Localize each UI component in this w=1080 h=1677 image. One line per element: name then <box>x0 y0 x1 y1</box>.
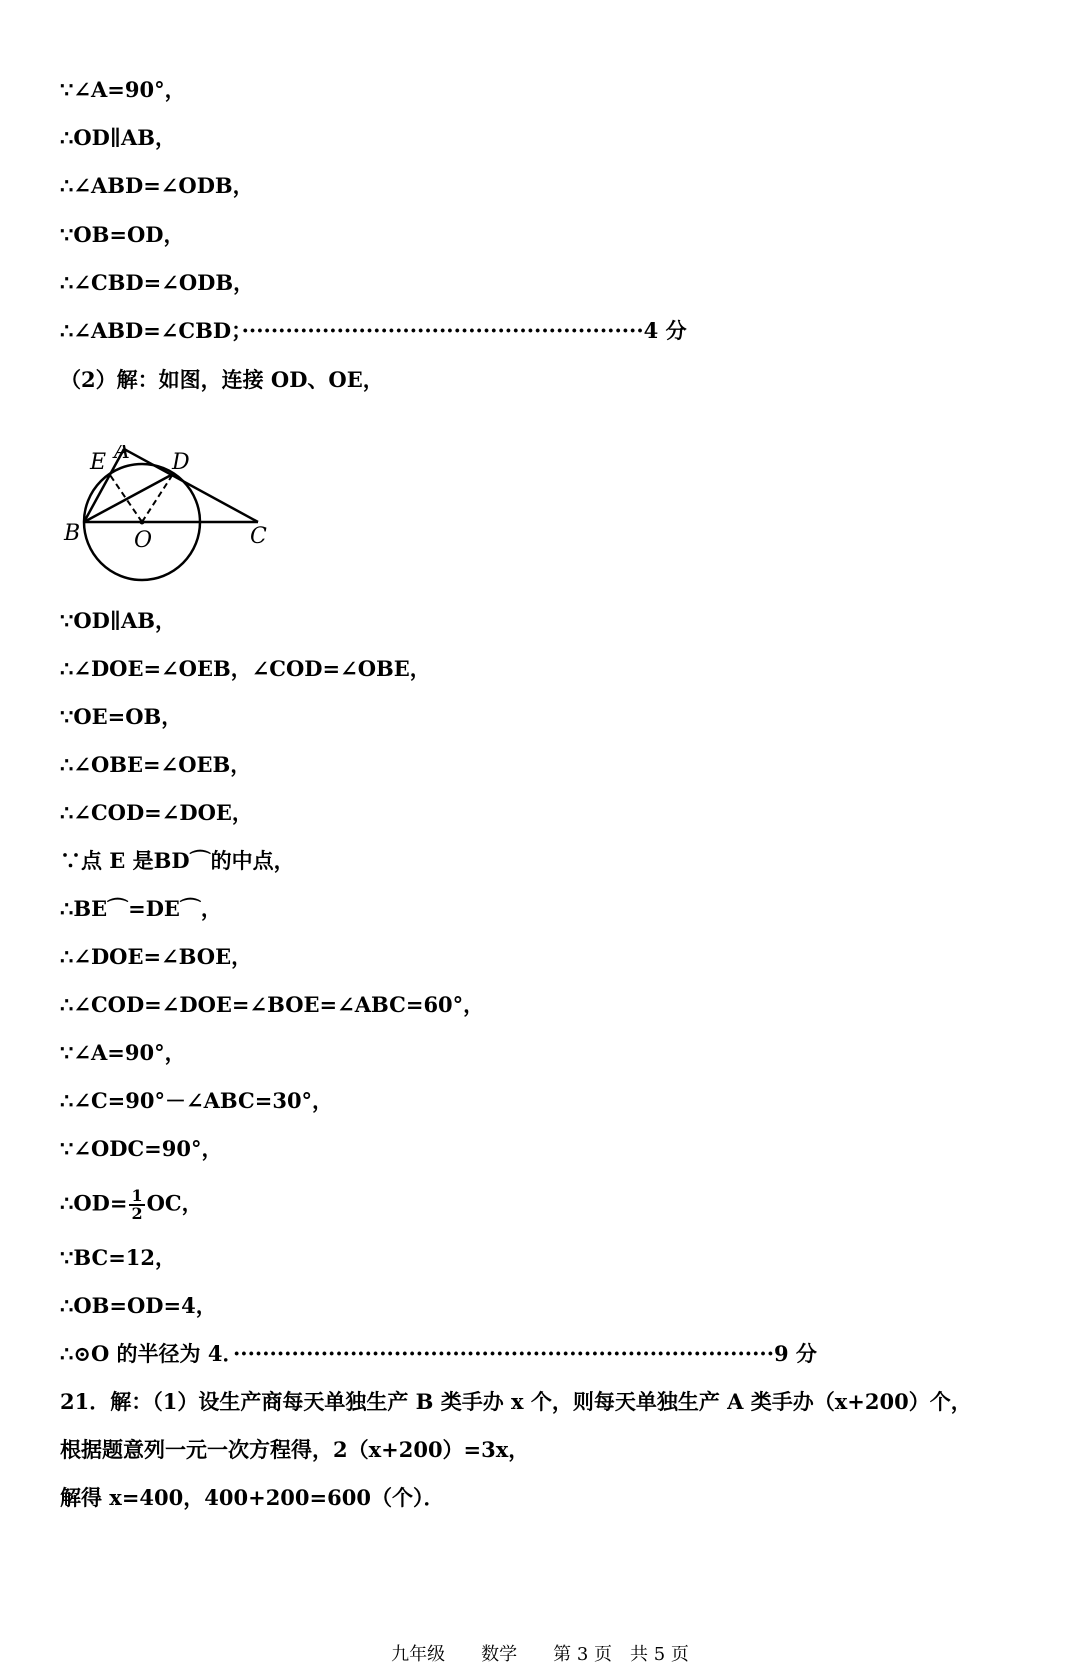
fraction-one-half <box>129 1188 144 1222</box>
geometry-figure <box>58 445 298 625</box>
question-21-line-2: 根据题意列一元一次方程得，2（x+200）=3x， <box>60 1437 530 1462</box>
proof-line-4: ∵OB=OD， <box>60 222 185 247</box>
proof-line-21: ∴OB=OD=4， <box>60 1293 217 1318</box>
od-equals: ∴OD= <box>60 1190 128 1216</box>
part-2-heading: （2）解：如图，连接 OD、OE， <box>60 367 384 392</box>
fraction-denominator: 2 <box>131 1204 143 1223</box>
proof-line-3: ∴∠ABD=∠ODB， <box>60 173 254 198</box>
proof-line-2: ∴OD∥AB， <box>60 125 177 150</box>
circle-triangle-diagram <box>58 445 298 625</box>
proof-line-5: ∴∠CBD=∠ODB， <box>60 270 255 295</box>
fraction-numerator: 1 <box>131 1186 143 1205</box>
page-footer: 九年级 数学 第 3 页 共 5 页 <box>391 1644 689 1665</box>
label-e: E <box>90 450 107 475</box>
proof-line-7: ∵OD∥AB， <box>60 608 177 633</box>
proof-line-12: ∵点 E 是BD⌒的中点， <box>60 848 295 873</box>
proof-line-11: ∴∠COD=∠DOE， <box>60 800 253 825</box>
question-21-line-3: 解得 x=400，400+200=600（个）． <box>60 1485 445 1510</box>
label-c: C <box>250 524 267 549</box>
proof-line-16: ∵∠A=90°， <box>60 1040 186 1065</box>
label-d: D <box>172 450 190 475</box>
proof-line-19 <box>60 1188 203 1222</box>
segment-ac <box>124 449 258 522</box>
label-a: A <box>114 445 130 465</box>
proof-line-9: ∵OE=OB， <box>60 704 183 729</box>
proof-line-18: ∵∠ODC=90°， <box>60 1136 223 1161</box>
proof-line-13: ∴BE⌒=DE⌒， <box>60 896 222 921</box>
proof-line-6: ∴∠ABD=∠CBD；·······················································4 分 <box>60 318 687 343</box>
fraction-suffix: OC， <box>146 1190 203 1216</box>
proof-line-22: ∴⊙O 的半径为 4．··········································································9 分 <box>60 1341 817 1366</box>
proof-line-14: ∴∠DOE=∠BOE， <box>60 944 253 969</box>
proof-line-15: ∴∠COD=∠DOE=∠BOE=∠ABC=60°， <box>60 992 485 1017</box>
proof-line-17: ∴∠C=90°－∠ABC=30°， <box>60 1088 334 1113</box>
proof-line-8: ∴∠DOE=∠OEB，∠COD=∠OBE， <box>60 656 431 681</box>
label-o: O <box>134 528 153 553</box>
proof-line-10: ∴∠OBE=∠OEB， <box>60 752 252 777</box>
proof-line-1: ∵∠A=90°， <box>60 77 186 102</box>
center-point-o <box>140 520 145 525</box>
question-21-line-1: 21．解：（1）设生产商每天单独生产 B 类手办 x 个，则每天单独生产 A 类手办（x+200）个， <box>60 1389 972 1414</box>
label-b: B <box>64 521 81 546</box>
proof-line-20: ∵BC=12， <box>60 1245 177 1270</box>
